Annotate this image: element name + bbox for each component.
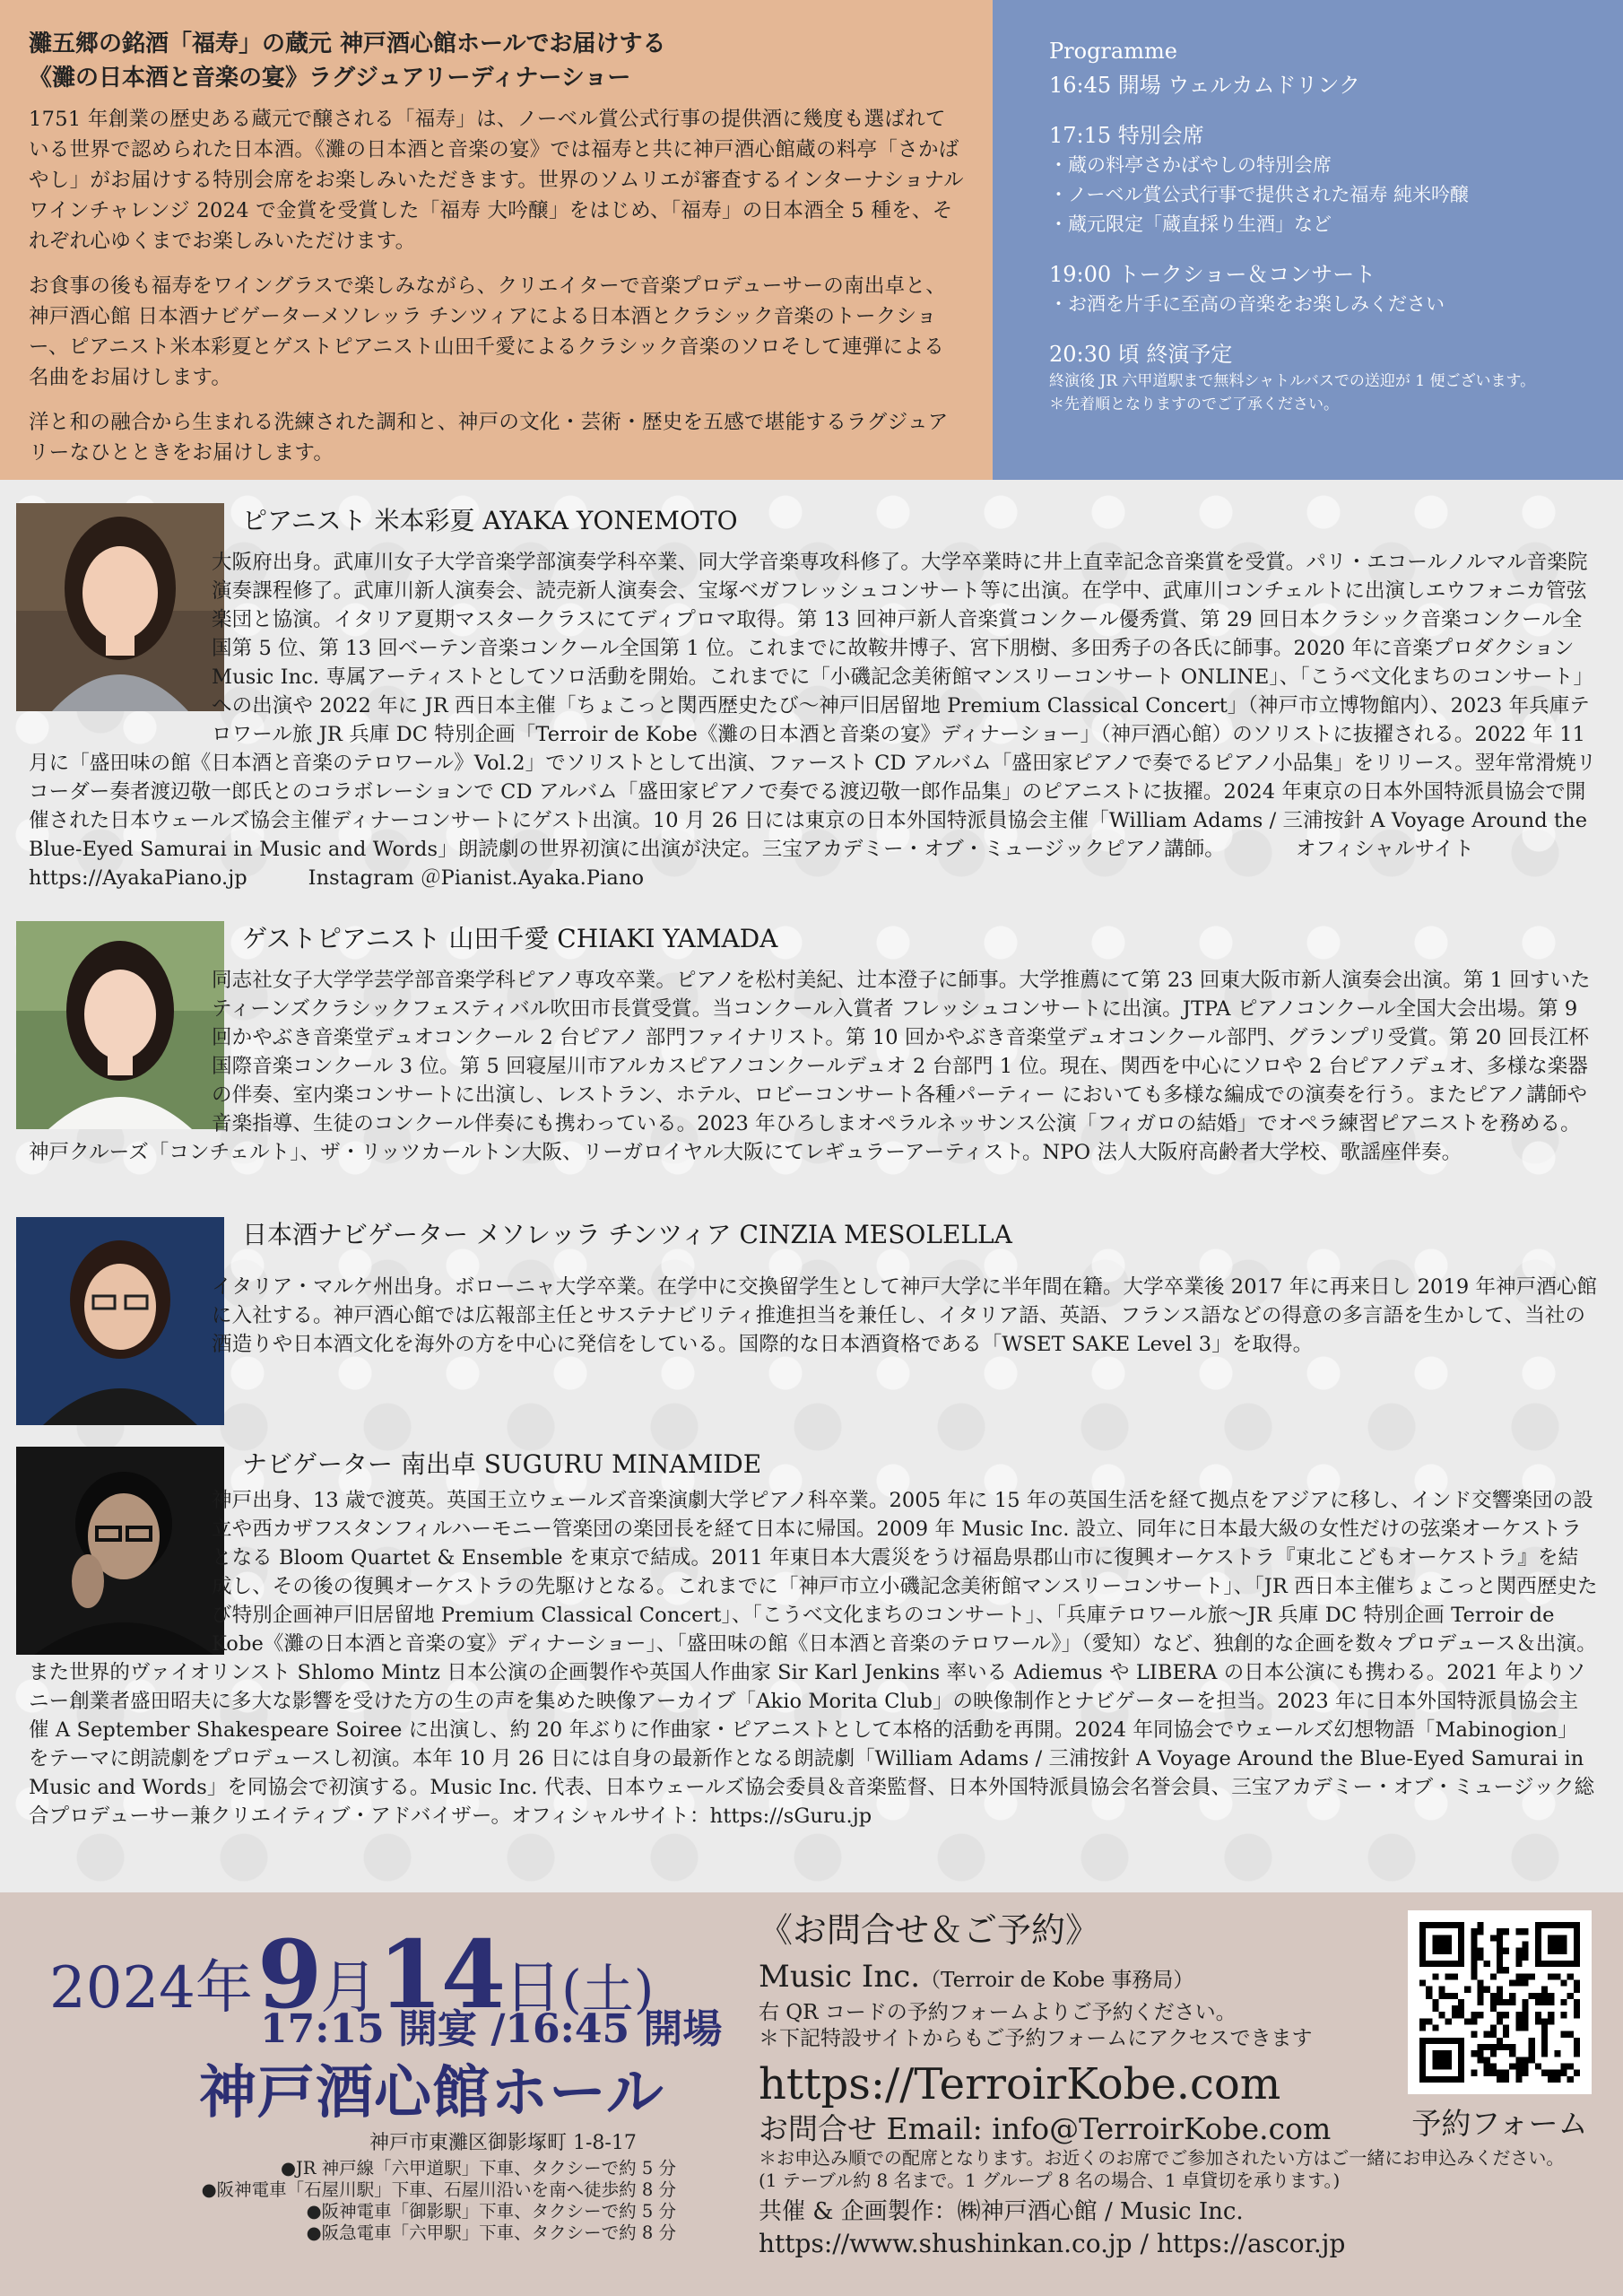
intro-title-line-2: 《灘の日本酒と音楽の宴》ラグジュアリーディナーショー bbox=[29, 65, 631, 91]
programme-dinner-item: ・蔵の料亭さかばやしの特別会席 bbox=[1049, 154, 1332, 176]
programme-dinner bbox=[1049, 120, 1603, 239]
intro-title bbox=[29, 27, 964, 95]
event-time: 17:15 開宴 /16:45 開場 bbox=[260, 2006, 723, 2052]
event-month-unit: 月 bbox=[320, 1955, 378, 2022]
inquiry-block bbox=[759, 1909, 1565, 2260]
intro-paragraph-1: 1751 年創業の歴史ある蔵元で醸される「福寿」は、ノーベル賞公式行事の提供酒に幾度も選ばれている世界で認められた日本酒。《灘の日本酒と音楽の宴》では福寿と共に神戸酒心館蔵の料亭「さかばやし」がお届けする特別会席をお楽しみいただきます。世界のソムリエが審査するインターナショナルワインチャレンジ 2024 で金賞を受賞した「福寿 大吟醸」をはじめ、「福寿」の日本酒全 5 種を、それぞれ心ゆくまでお楽しみいただけます。 bbox=[29, 108, 964, 253]
inquiry-line-1: 右 QR コードの予約フォームよりご予約ください。 bbox=[759, 2001, 1237, 2024]
inquiry-company-sub: （Terroir de Kobe 事務局） bbox=[920, 1969, 1194, 1992]
profile-name-ayaka: ピアニスト 米本彩夏 AYAKA YONEMOTO bbox=[242, 506, 738, 535]
header-section bbox=[0, 0, 1623, 480]
profile-bio-ayaka bbox=[29, 548, 1598, 892]
programme-first-come-note: ＊先着順となりますのでご了承ください。 bbox=[1049, 396, 1339, 413]
programme-dinner-item: ・蔵元限定「蔵直採り生酒」など bbox=[1049, 213, 1332, 235]
profile-chiaki bbox=[0, 921, 1623, 1208]
profiles-section bbox=[0, 480, 1623, 1892]
programme-dinner-head: 17:15 特別会席 bbox=[1049, 123, 1204, 148]
programme-title: Programme bbox=[1049, 39, 1177, 64]
inquiry-heading: 《お問合せ＆ご予約》 bbox=[759, 1910, 1100, 1950]
inquiry-sites-links[interactable]: https://www.shushinkan.co.jp / https://ascor.jp bbox=[759, 2229, 1346, 2258]
inquiry-note-2: (1 テーブル約 8 名まで。1 グループ 8 名の場合、1 卓貸切を承ります。) bbox=[759, 2170, 1341, 2191]
programme-panel bbox=[993, 0, 1623, 480]
event-weekday: (土) bbox=[561, 1959, 655, 2020]
profile-bio-ayaka-text: 大阪府出身。武庫川女子大学音楽学部演奏学科卒業、同大学音楽専攻科修了。大学卒業時に井上直幸記念音楽賞を受賞。パリ・エコールノルマル音楽院演奏課程修了。武庫川新人演奏会、読売新人演奏会、宝塚ベガフレッシュコンサート等に出演。在学中、武庫川コンチェルトに出演しエウフォニカ管弦楽団と協演。イタリア夏期マスタークラスにてディプロマ取得。第 13 回神戸新人音楽賞コンクール優秀賞、第 29 回日本クラシック音楽コンクール全国第 5 位、第 13 回ベーテン音楽コンクール全国第 1 位。これまでに故鞍井博子、宮下朋樹、多田秀子の各氏に師事。2020 年に音楽プロダクション Music Inc. 専属アーティストとしてソロ活動を開始。これまでに「小磯記念美術館マンスリーコンサート ONLINE」、「こうべ文化まちのコンサート」への出演や 2022 年に JR 西日本主催「ちょこっと関西歴史たび〜神戸旧居留地 Premium Classical Concert」（神戸市立博物館内）、2023 年兵庫テロワール旅 JR 兵庫 DC 特別企画「Terroir de Kobe《灘の日本酒と音楽の宴》ディナーショー」（神戸酒心館）のソリストに抜擢される。2022 年 11 月に「盛田味の館《日本酒と音楽のテロワール》Vol.2」でソリストとして出演、ファースト CD アルバム「盛田家ピアノで奏でるピアノ小品集」をリリース。翌年常滑焼リコーダー奏者渡辺敬一郎氏とのコラボレーションで CD アルバム「盛田家ピアノで奏でる渡辺敬一郎作品集」のピアニストに抜擢。2024 年東京の日本外国特派員協会で開催された日本ウェールズ協会主催ディナーコンサートにゲスト出演。10 月 26 日には東京の日本外国特派員協会主催「William Adams / 三浦按針 A Voyage Around the Blue-Eyed Samurai in Music and Words」朗読劇の世界初演に出演が決定。三宝アカデミー・オブ・ミュージックピアノ講師。 オフィシャルサイト https://AyakaPiano.jp Instagram ＠Pianist.Ayaka.Piano bbox=[29, 551, 1597, 890]
access-item: ●JR 神戸線「六甲道駅」下車、タクシーで約 5 分 bbox=[280, 2158, 676, 2179]
qr-code-icon[interactable] bbox=[1408, 1910, 1592, 2094]
access-item: ●阪神電車「石屋川駅」下車、石屋川沿いを南へ徒歩約 8 分 bbox=[201, 2179, 676, 2200]
event-venue: 神戸酒心館ホール bbox=[199, 2059, 664, 2126]
profile-bio-suguru-text: 神戸出身、13 歳で渡英。英国王立ウェールズ音楽演劇大学ピアノ科卒業。2005 年に 15 年の英国生活を経て拠点をアジアに移し、インド交響楽団の設立や西カザフスタンフィルハーモニー管楽団の楽団長を経て日本に帰国。2009 年 Music Inc. 設立、同年に日本最大級の女性だけの弦楽オーケストラとなる Bloom Quartet & Ensemble を東京で結成。2011 年東日本大震災をうけ福島県郡山市に復興オーケストラ『東北こどもオーケストラ』を結成し、その後の復興オーケストラの先駆けとなる。これまでに「神戸市立小磯記念美術館マンスリーコンサート」、「JR 西日本主催ちょこっと関西歴史たび特別企画神戸旧居留地 Premium Classical Concert」、「こうべ文化まちのコンサート」、「兵庫テロワール旅〜JR 兵庫 DC 特別企画 Terroir de Kobe《灘の日本酒と音楽の宴》ディナーショー」、「盛田味の館《日本酒と音楽のテロワール》」（愛知）など、独創的な企画を数々プロデュース＆出演。また世界的ヴァイオリンスト Shlomo Mintz 日本公演の企画製作や英国人作曲家 Sir Karl Jenkins 率いる Adiemus や LIBERA の日本公演にも携わる。2021 年よりソニー創業者盛田昭夫に多大な影響を受けた方の生の声を集めた映像アーカイブ「Akio Morita Club」の映像制作とナビゲーターを担当。2023 年に日本外国特派員協会主催 A September Shakespeare Soiree に出演し、約 20 年ぶりに作曲家・ピアニストとして本格的活動を再開。2024 年同協会でウェールズ幻想物語「Mabinogion」をテーマに朗読劇をプロデュースし初演。本年 10 月 26 日には自身の最新作となる朗読劇「William Adams / 三浦按針 A Voyage Around the Blue-Eyed Samurai in Music and Words」を同協会で初演する。Music Inc. 代表、日本ウェールズ協会委員＆音楽監督、日本外国特派員協会名誉会員、三宝アカデミー・オブ・ミュージック総合プロデューサー兼クリエイティブ・アドバイザー。オフィシャルサイト：https://sGuru.jp bbox=[29, 1489, 1598, 1828]
profile-bio-cinzia bbox=[29, 1273, 1598, 1389]
event-day-unit: 日 bbox=[504, 1955, 562, 2022]
intro-paragraph-2: お食事の後も福寿をワイングラスで楽しみながら、クリエイターで音楽プロデューサーの南出卓と、神戸酒心館 日本酒ナビゲーターメソレッラ チンツィアによる日本酒とクラシック音楽のトークショー、ピアニスト米本彩夏とゲストピアニスト山田千愛によるクラシック音楽のソロそして連弾による名曲をお届けします。 bbox=[29, 274, 947, 389]
profile-ayaka bbox=[0, 503, 1623, 952]
event-year: 2024 bbox=[49, 1955, 195, 2022]
profile-bio-chiaki bbox=[29, 966, 1598, 1167]
access-list bbox=[202, 2158, 676, 2244]
programme-doors: 16:45 開場 ウェルカムドリンク bbox=[1049, 73, 1360, 98]
programme-concert-head: 19:00 トークショー＆コンサート bbox=[1049, 262, 1376, 287]
inquiry-website-link[interactable]: https://TerroirKobe.com bbox=[759, 2059, 1281, 2109]
programme-concert-item: ・お酒を片手に至高の音楽をお楽しみください bbox=[1049, 293, 1445, 315]
programme-dinner-item: ・ノーベル賞公式行事で提供された福寿 純米吟醸 bbox=[1049, 184, 1470, 205]
profile-bio-chiaki-text: 同志社女子大学学芸学部音楽学科ピアノ専攻卒業。ピアノを松村美紀、辻本澄子に師事。大学推薦にて第 23 回東大阪市新人演奏会出演。第 1 回すいたティーンズクラシックフェスティバル吹田市長賞受賞。当コンクール入賞者 フレッシュコンサートに出演。JTPA ピアノコンクール全国大会出場。第 9 回かやぶき音楽堂デュオコンクール 2 台ピアノ 部門ファイナリスト。第 10 回かやぶき音楽堂デュオコンクール部門、グランプリ受賞。第 20 回長江杯国際音楽コンクール 3 位。第 5 回寝屋川市アルカスピアノコンクールデュオ 2 台部門 1 位。現在、関西を中心にソロや 2 台ピアノデュオ、多様な楽器の伴奏、室内楽コンサートに出演し、レストラン、ホテル、ロビーコンサート各種パーティー においても多様な編成での演奏を行う。またピアノ講師や音楽指導、生徒のコンクール伴奏にも携わっている。2023 年ひろしまオペラルネッサンス公演「フィガロの結婚」でオペラ練習ピアニストを務める。神戸クルーズ「コンチェルト」、ザ・リッツカールトン大阪、リーガロイヤル大阪にてレギュラーアーティスト。NPO 法人大阪府高齢者大学校、歌謡座伴奏。 bbox=[29, 969, 1591, 1164]
intro-title-line-1: 灘五郷の銘酒「福寿」の蔵元 神戸酒心館ホールでお届けする bbox=[29, 30, 666, 57]
access-item: ●阪神電車「御影駅」下車、タクシーで約 5 分 bbox=[306, 2201, 676, 2222]
inquiry-email-link[interactable]: お問合せ Email: info@TerroirKobe.com bbox=[759, 2111, 1332, 2146]
programme-end bbox=[1049, 339, 1603, 416]
programme-concert bbox=[1049, 259, 1603, 319]
inquiry-note-1: ＊お申込み順での配席となります。お近くのお席でご参加されたい方はご一緒にお申込みください。 bbox=[759, 2147, 1565, 2169]
event-address: 神戸市東灘区御影塚町 1-8-17 bbox=[369, 2132, 637, 2154]
profile-bio-cinzia-text: イタリア・マルケ州出身。ボローニャ大学卒業。在学中に交換留学生として神戸大学に半年間在籍。大学卒業後 2017 年に再来日し 2019 年神戸酒心館に入社する。神戸酒心館では広報部主任とサステナビリティ推進担当を兼任し、イタリア語、英語、フランス語などの得意の多言語を生かして、当社の酒造りや日本酒文化を海外の方を中心に発信をしている。国際的な日本酒資格である「WSET SAKE Level 3」を取得。 bbox=[212, 1275, 1598, 1356]
access-item: ●阪急電車「六甲駅」下車、タクシーで約 8 分 bbox=[306, 2222, 676, 2243]
profile-name-chiaki: ゲストピアニスト 山田千愛 CHIAKI YAMADA bbox=[242, 924, 778, 953]
profile-name-cinzia: 日本酒ナビゲーター メソレッラ チンツィア CINZIA MESOLELLA bbox=[242, 1220, 1012, 1249]
programme-shuttle-note: 終演後 JR 六甲道駅まで無料シャトルバスでの送迎が 1 便ございます。 bbox=[1049, 372, 1536, 390]
profile-suguru bbox=[0, 1447, 1623, 1891]
profile-cinzia bbox=[0, 1217, 1623, 1432]
inquiry-company bbox=[759, 1957, 1419, 2000]
intro-panel bbox=[0, 0, 993, 480]
intro-paragraph-3: 洋と和の融合から生まれる洗練された調和と、神戸の文化・芸術・歴史を五感で堪能するラグジュアリーなひとときをお届けします。 bbox=[29, 411, 949, 465]
event-year-unit: 年 bbox=[195, 1955, 253, 2022]
programme-end-head: 20:30 頃 終演予定 bbox=[1049, 342, 1233, 367]
event-day: 14 bbox=[378, 1919, 505, 2030]
inquiry-organizer: 共催 & 企画製作：㈱神戸酒心館 / Music Inc. bbox=[759, 2198, 1244, 2225]
profile-name-suguru: ナビゲーター 南出卓 SUGURU MINAMIDE bbox=[242, 1449, 762, 1479]
inquiry-line-2: ＊下記特設サイトからもご予約フォームにアクセスできます bbox=[759, 2027, 1313, 2050]
profile-bio-suguru bbox=[29, 1486, 1598, 1831]
qr-label: 予約フォーム bbox=[1411, 2106, 1588, 2141]
event-month: 9 bbox=[256, 1919, 321, 2030]
inquiry-company-name: Music Inc. bbox=[759, 1959, 921, 1995]
